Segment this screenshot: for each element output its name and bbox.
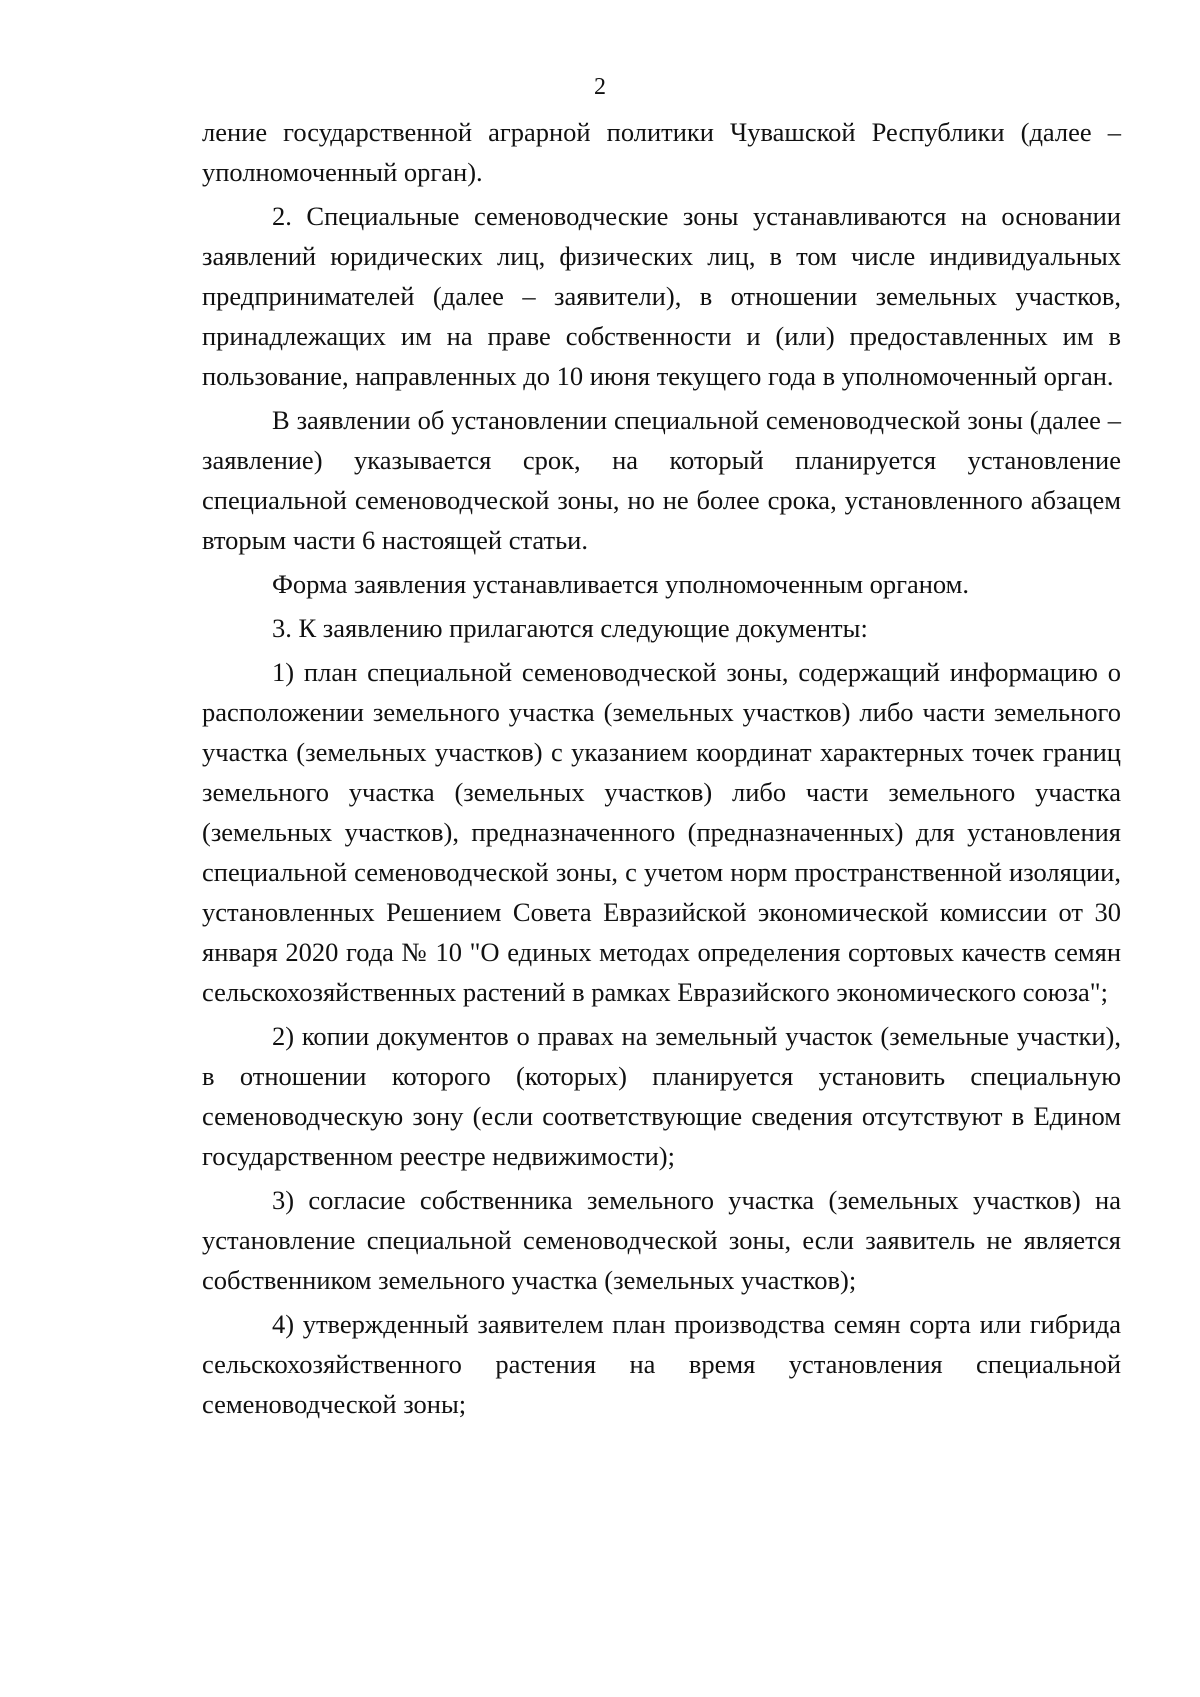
document-body — [202, 112, 1121, 1424]
paragraph-application-term: В заявлении об установлении специальной семеноводческой зоны (далее – заявление) указывается срок, на который планируется установление специальной семеноводческой зоны, но не более срока, установленного абзацем вторым части 6 настоящей статьи. — [202, 405, 1121, 555]
list-item-4: 4) утвержденный заявителем план производства семян сорта или гибрида сельскохозяйственного растения на время установления специальной семеноводческой зоны; — [202, 1309, 1121, 1419]
paragraph-application-form: Форма заявления устанавливается уполномоченным органом. — [272, 569, 970, 599]
paragraph-item-2: 2. Специальные семеноводческие зоны устанавливаются на основании заявлений юридических лиц, физических лиц, в том числе индивидуальных предпринимателей (далее – заявители), в отношении земельных участков, принадлежащих им на праве собственности и (или) предоставленных им в пользование, направленных до 10 июня текущего года в уполномоченный орган. — [202, 201, 1121, 391]
list-item-2: 2) копии документов о правах на земельный участок (земельные участки), в отношении которого (которых) планируется установить специальную семеноводческую зону (если соответствующие сведения отсутствуют в Едином государственном реестре недвижимости); — [202, 1021, 1121, 1171]
list-item-3: 3) согласие собственника земельного участка (земельных участков) на установление специальной семеноводческой зоны, если заявитель не является собственником земельного участка (земельных участков); — [202, 1185, 1121, 1295]
list-item-1: 1) план специальной семеноводческой зоны, содержащий информацию о расположении земельного участка (земельных участков) либо части земельного участка (земельных участков) с указанием координат характерных точек границ земельного участка (земельных участков) либо части земельного участка (земельных участков), предназначенного (предназначенных) для установления специальной семеноводческой зоны, с учетом норм пространственной изоляции, установленных Решением Совета Евразийской экономической комиссии от 30 января 2020 года № 10 "О единых методах определения сортовых качеств семян сельскохозяйственных растений в рамках Евразийского экономического союза"; — [202, 657, 1121, 1007]
paragraph-continuation: ление государственной аграрной политики Чувашской Республики (далее – уполномоченный орган). — [202, 117, 1121, 187]
paragraph-item-3: 3. К заявлению прилагаются следующие документы: — [272, 613, 868, 643]
page-number: 2 — [594, 74, 606, 100]
